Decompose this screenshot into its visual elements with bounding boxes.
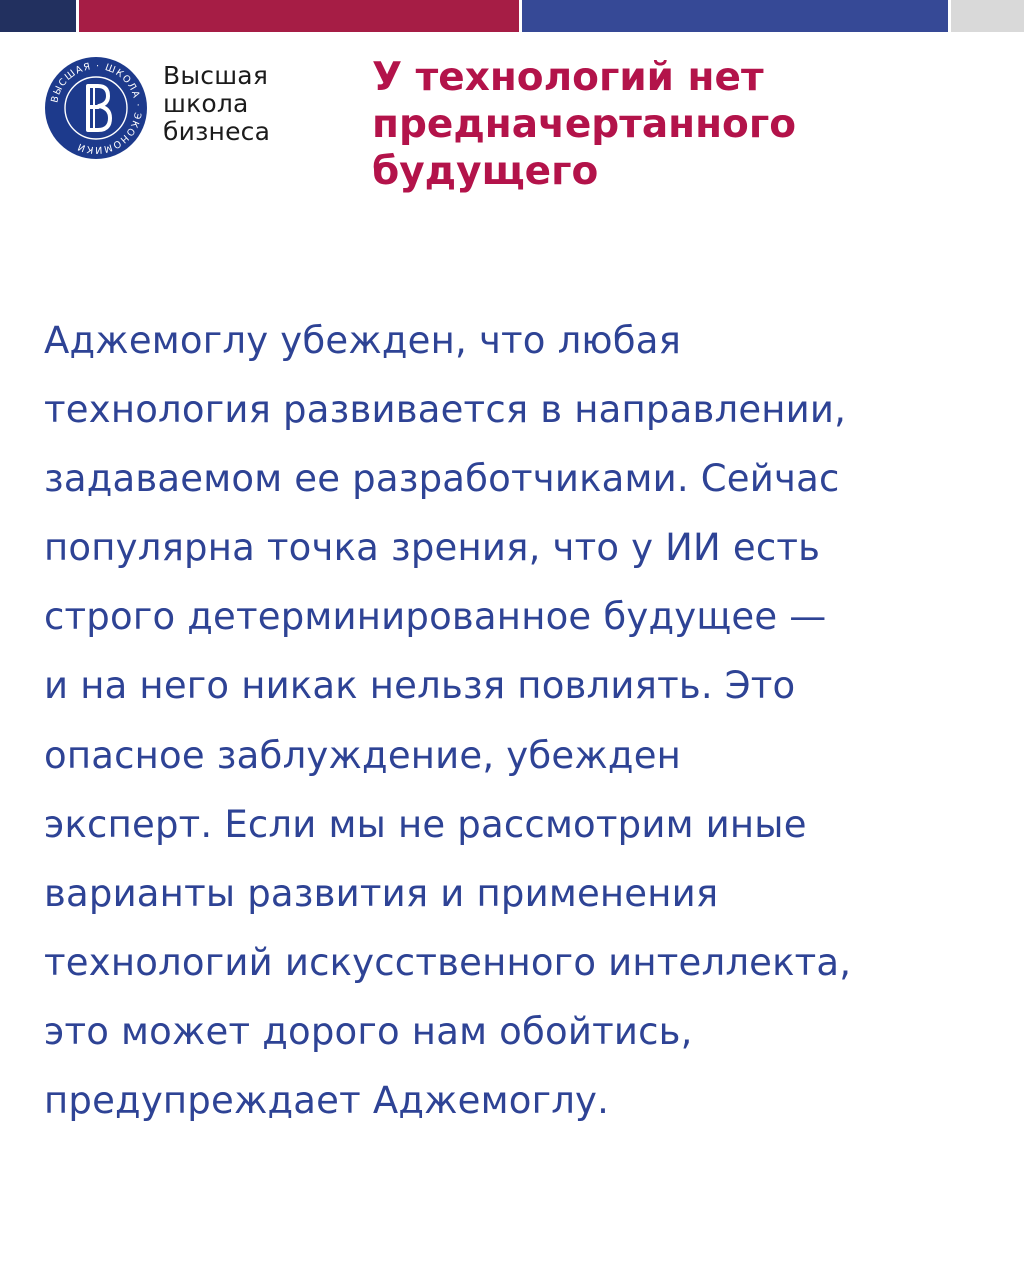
seal-ring-text: ВЫСШАЯ · ШКОЛА · ЭКОНОМИКИ [49, 60, 144, 156]
logo-line-3: бизнеса [163, 117, 271, 146]
headline-line-3: будущего [372, 149, 599, 194]
body-line-6: и на него никак нельзя повлиять. Это [44, 664, 796, 708]
top-color-bar [0, 0, 1024, 32]
body-line-2: технология развивается в направлении, [44, 388, 847, 432]
top-bar-segment-blue [522, 0, 948, 32]
body-line-7: опасное заблуждение, убежден [44, 733, 682, 777]
top-bar-segment-navy [0, 0, 76, 32]
logo-line-1: Высшая [163, 61, 269, 90]
logo-wordmark [163, 62, 270, 146]
hse-seal-icon [44, 56, 148, 160]
top-bar-segment-grey [951, 0, 1024, 32]
body-paragraph [44, 306, 1004, 1135]
top-bar-segment-crimson [79, 0, 519, 32]
body-line-3: задаваемом ее разработчиками. Сейчас [44, 457, 840, 501]
body-line-1: Аджемоглу убежден, что любая [44, 319, 682, 362]
body-line-9: варианты развития и применения [44, 871, 719, 915]
body-line-12: предупреждает Аджемоглу. [44, 1079, 610, 1123]
headline-line-1: У технологий нет [372, 55, 764, 100]
body-line-4: популярна точка зрения, что у ИИ есть [44, 526, 821, 570]
body-line-8: эксперт. Если мы не рассмотрим иные [44, 802, 807, 846]
body-line-11: это может дорого нам обойтись, [44, 1009, 693, 1053]
body-line-5: строго детерминированное будущее — [44, 595, 827, 639]
logo-line-2: школа [163, 89, 249, 118]
headline-line-2: предначертанного [372, 102, 796, 147]
body-line-10: технологий искусственного интеллекта, [44, 940, 852, 984]
headline [372, 54, 1002, 195]
